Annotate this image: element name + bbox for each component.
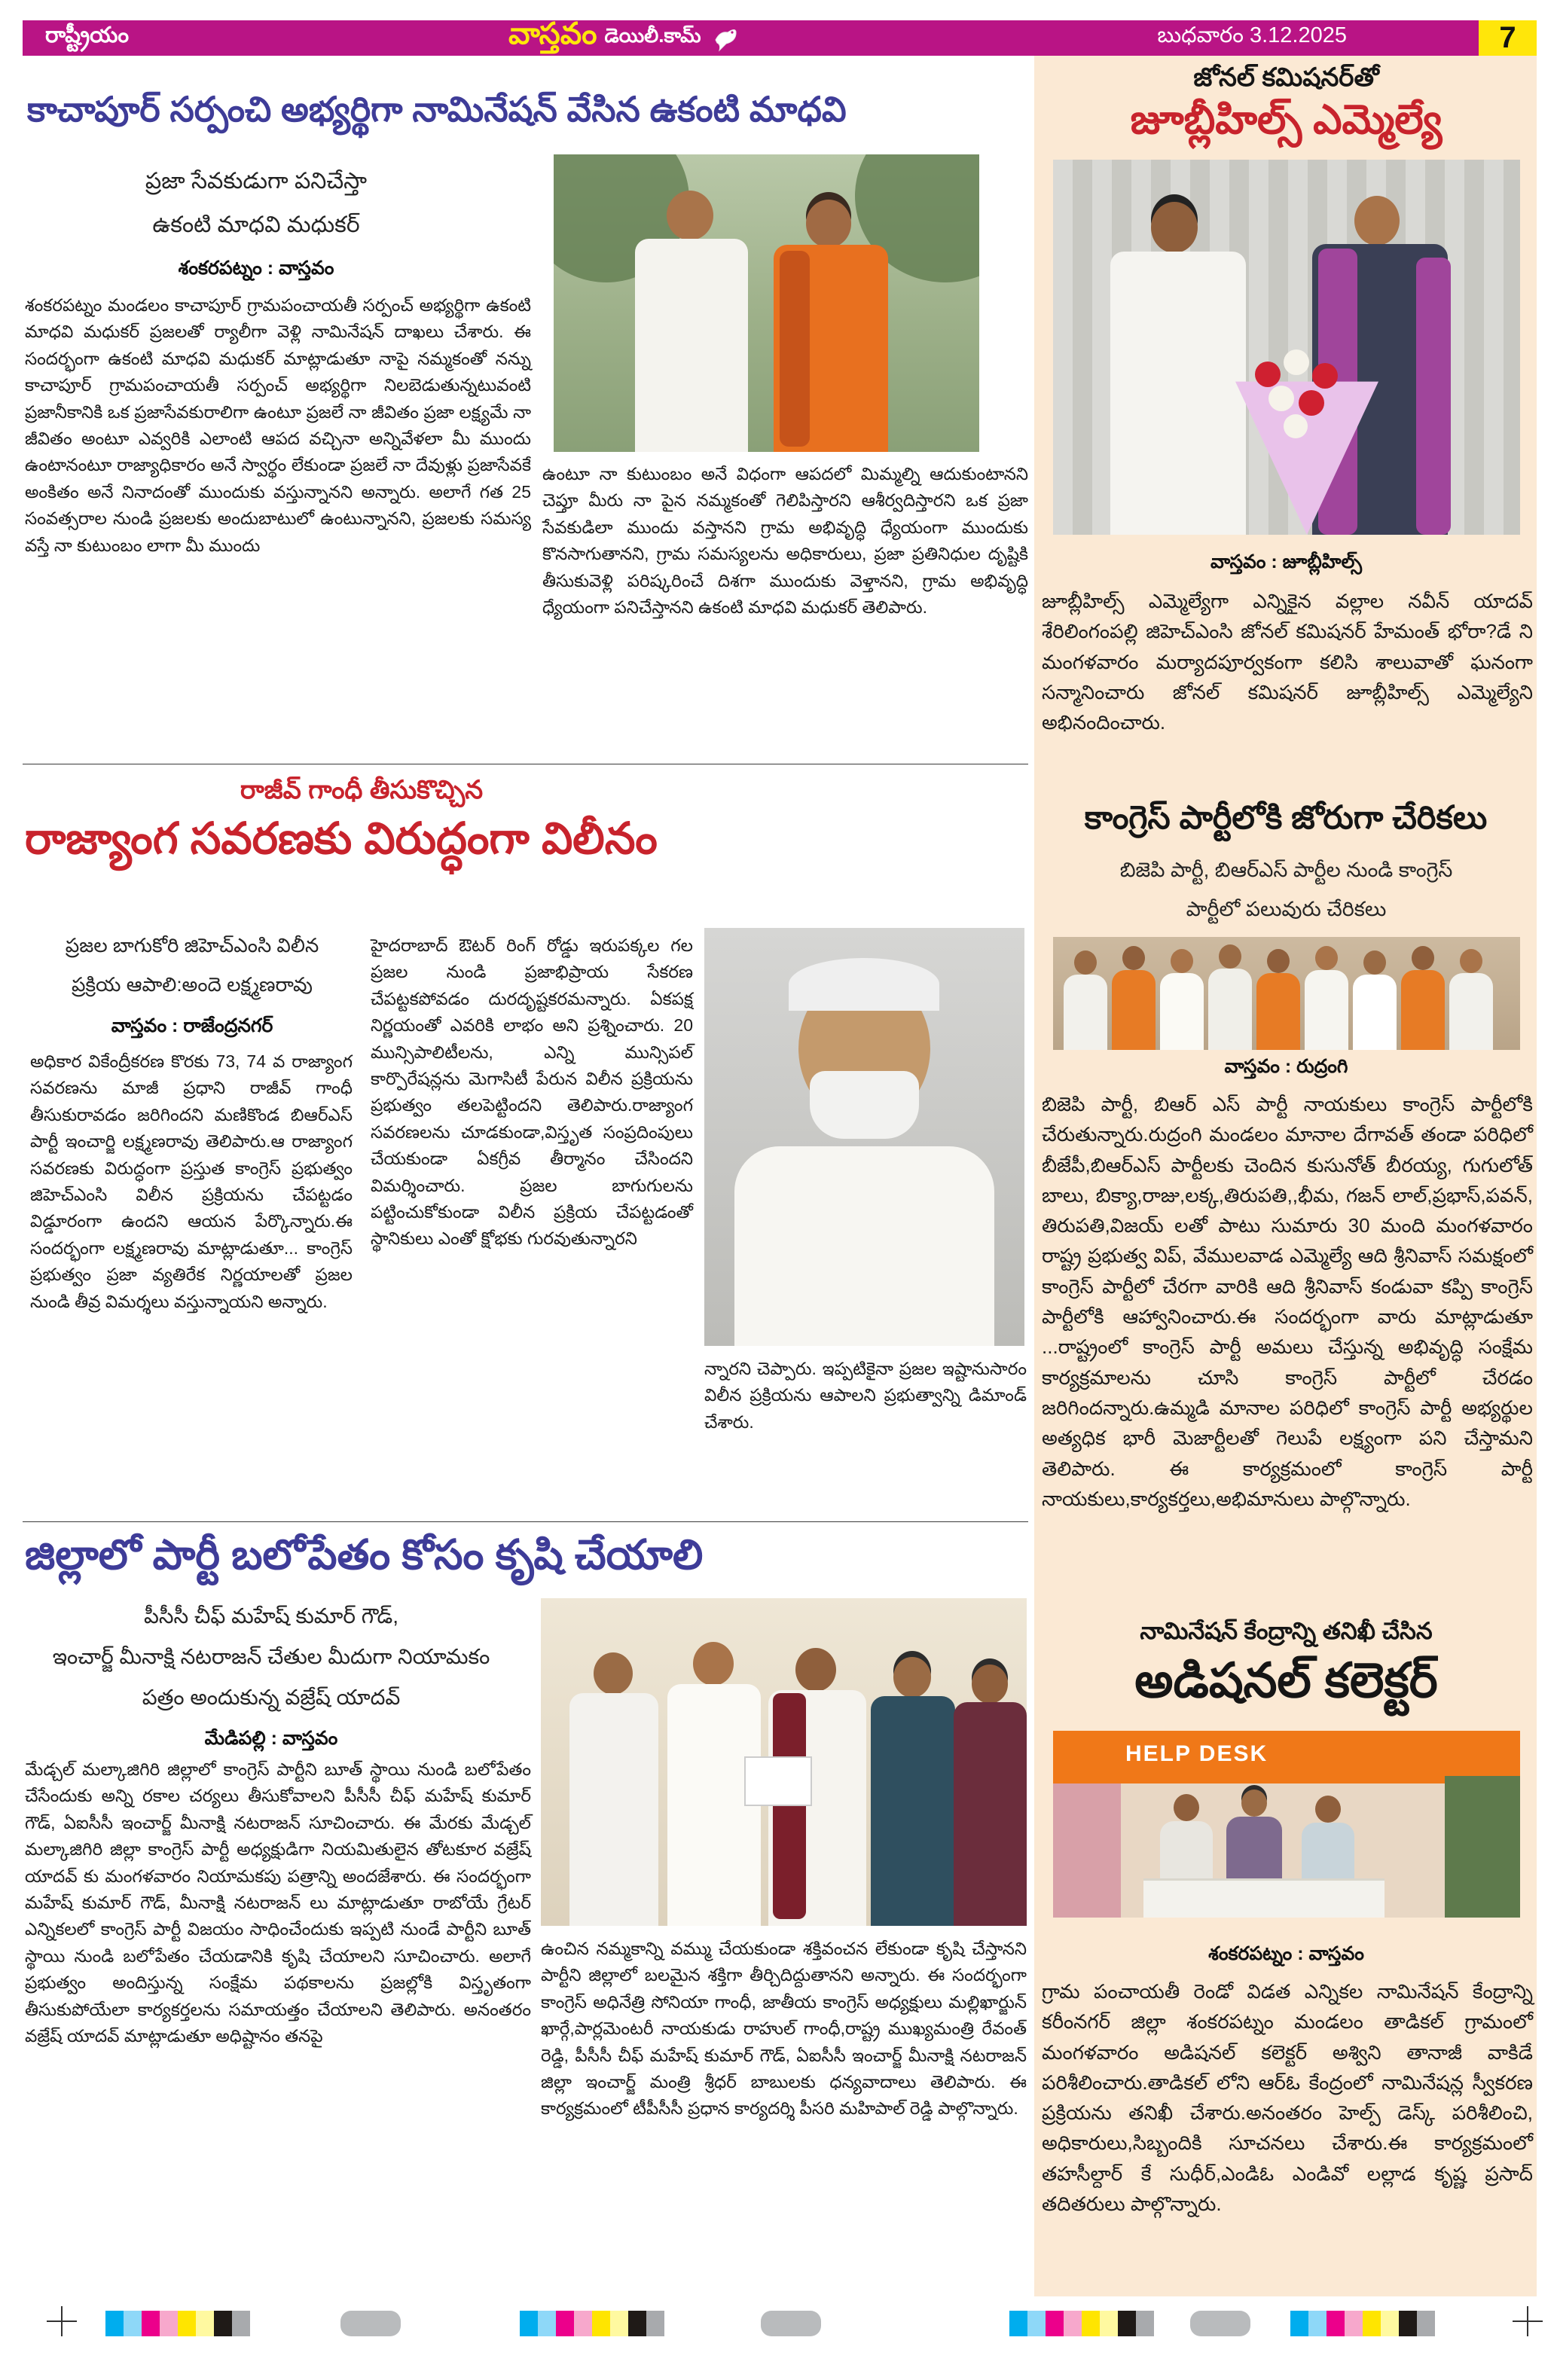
joinings-headline: కాంగ్రెస్ పార్టీలోకి జోరుగా చేరికలు: [1084, 800, 1488, 836]
man-white-shirt: [635, 239, 748, 452]
person: [1449, 973, 1493, 1050]
article2-body-column-3: న్నారని చెప్పారు. ఇప్పటికైనా ప్రజల ఇష్టానుసారం విలీన ప్రక్రియను ఆపాలని ప్రభుత్వాన్ని డిమాండ్ చేశారు.: [704, 1359, 1027, 1432]
masthead-bar: [23, 17, 1479, 56]
article3-dateline: మేడిపల్లి : వాస్తవం: [204, 1728, 338, 1749]
person-head: [1363, 950, 1386, 975]
article1-dateline: శంకరపట్నం : వాస్తవం: [178, 258, 334, 279]
article3-body-column-1: మేడ్చల్ మల్కాజిగిరి జిల్లాలో కాంగ్రెస్ పార్టీని బూత్ స్థాయి నుండి బలోపేతం చేసేందుకు అన్ని రకాల చర్యలు తీసుకోవాలని పీసీసీ చీఫ్ మహేష్ కుమార్ గౌడ్, ఏఐసీసీ ఇంచార్జ్ మీనాక్షి నటరాజన్ సూచించారు. ఈ మేరకు మేడ్చల్ మల్కాజిగిరి జిల్లా కాంగ్రెస్ పార్టీ అధ్యక్షుడిగా నియమితులైన తోటకూర వజ్రేష్ యాదవ్ కు మంగళవారం నియామకపు పత్రాన్ని అందజేశారు. ఈ సందర్భంగా మహేష్ కుమార్ గౌడ్, మీనాక్షి నటరాజన్ లు మాట్లాడుతూ రాబోయే గ్రేటర్ ఎన్నికలలో కాంగ్రెస్ పార్టీ విజయం సాధించేందుకు ఇప్పటి నుండే పార్టీని బూత్ స్థాయి నుండి బలోపేతం చేయడానికి కృషి చేయాలని సూచించారు. అలాగే ప్రభుత్వం అందిస్తున్న సంక్షేమ పథకాలను ప్రజల్లోకి విస్తృతంగా తీసుకుపోయేలా కార్యకర్తలను సమాయత్తం చేయాలని తెలిపారు. అనంతరం వజ్రేష్ యాదవ్ మాట్లాడుతూ అధిష్టానం తనపై: [25, 1759, 531, 2046]
person: [1353, 975, 1397, 1050]
joinings-subhead-1: బిజెపి పార్టీ, బిఆర్ఎస్ పార్టీల నుండి కాంగ్రెస్: [1119, 859, 1453, 881]
mla-article-dateline: వాస్తవం : జూబ్లీహిల్స్: [1210, 551, 1362, 572]
joinings-subhead-2: పార్టీలో పలువురు చేరికలు: [1186, 898, 1387, 920]
staff-head: [1315, 1796, 1341, 1823]
green-foliage: [1445, 1776, 1520, 1918]
person-saffron: [1401, 970, 1445, 1050]
registration-crosshair: [1513, 2306, 1543, 2336]
registration-colorbar: [105, 2311, 250, 2336]
daisy: [1284, 414, 1308, 438]
white-beard: [810, 1071, 919, 1139]
maroon-shawl: [773, 1693, 806, 1919]
registration-pill: [761, 2311, 821, 2336]
person-head: [1460, 949, 1482, 973]
article3-body-column-2: ఉంచిన నమ్మకాన్ని వమ్ము చేయకుండా శక్తివంచన లేకుండా కృషి చేస్తానని పార్టీని జిల్లాలో బలమైన శక్తిగా తీర్చిదిద్దుతానని అన్నారు. ఈ సందర్భంగా కాంగ్రెస్ అధినేత్రి సోనియా గాంధీ, జాతీయ కాంగ్రెస్ అధ్యక్షులు మల్లిఖార్జున్ ఖార్గే,పార్లమెంటరీ నాయకుడు రాహుల్ గాంధీ,రాష్ట్ర ముఖ్యమంత్రి రేవంత్ రెడ్డి, పీసీసీ చీఫ్ మహేష్ కుమార్ గౌడ్, ఏఐసీసీ ఇంచార్జ్ మీనాక్షి నటరాజన్ జిల్లా ఇంచార్జ్ మంత్రి శ్రీధర్ బాబులకు ధన్యవాదాలు తెలిపారు. ఈ కార్యక్రమంలో టీపీసీసీ ప్రధాన కార్యదర్శి పీసరి మహిపాల్ రెడ్డి పాల్గొన్నారు.: [541, 1939, 1027, 2119]
woman-head: [806, 200, 851, 248]
article1-body-column-1: శంకరపట్నం మండలం కాచాపూర్ గ్రామపంచాయతీ సర్పంచ్ అభ్యర్థిగా ఉకంటి మాధవి మధుకర్ ప్రజలతో ర్యాలీగా వెళ్లి నామినేషన్ దాఖలు చేశారు. ఈ సందర్భంగా ఉకంటి మాధవి మధుకర్ మాట్లాడుతూ నాపై నమ్మకంతో నన్ను కాచాపూర్ గ్రామపంచాయతీ సర్పంచ్ అభ్యర్థిగా నిలబెడుతున్నటువంటి ప్రజానీకానికి ఒక ప్రజాసేవకురాలిగా ఉంటూ ప్రజలే నా జీవితం ప్రజా లక్ష్యమే నా జీవితం అంటూ ఎవ్వరికి ఎలాంటి ఆపద వచ్చినా అన్నివేళలా మీ ముందు ఉంటానంటూ రాజ్యాధికారం అనే స్వార్థం లేకుండా ప్రజలే నా దేవుళ్లు ప్రజాసేవకే అంకితం అనే నినాదంతో ముందుకు వస్తున్నానని అన్నారు. అలాగే గత 25 సంవత్సరాల నుండి ప్రజలకు అందుబాటులో ఉంటున్నానని, ప్రజలకు సమస్య వస్తే నా కుటుంబం లాగా మీ ముందు: [25, 295, 531, 555]
helpdesk-banner-text: HELP DESK: [1125, 1741, 1268, 1766]
rose: [1312, 363, 1338, 389]
article3-subhead-2: ఇంచార్జ్ మీనాక్షి నటరాజన్ చేతుల మీదుగా నియామకం: [52, 1645, 490, 1668]
brand-name: వాస్తవం: [508, 17, 597, 50]
daisy: [1284, 349, 1309, 375]
photo-collector-helpdesk-inspection: [1053, 1731, 1520, 1918]
article1-subhead-2: ఉకంటి మాధవి మధుకర్: [152, 212, 360, 237]
rose: [1255, 362, 1281, 387]
pink-wall: [1053, 1783, 1121, 1918]
photo-congress-joinings-group: [1053, 937, 1520, 1050]
photo-appointment-letter-group: [541, 1598, 1027, 1926]
collector-dateline: శంకరపట్నం : వాస్తవం: [1208, 1943, 1364, 1964]
registration-crosshair: [47, 2306, 77, 2336]
photo-lakshman-rao-portrait: [704, 928, 1024, 1346]
article3-subhead-3: పత్రం అందుకున్న వజ్రేష్ యాదవ్: [142, 1686, 401, 1709]
collector-kicker: నామినేషన్ కేంద్రాన్ని తనిఖీ చేసిన: [1140, 1618, 1433, 1644]
collector-headline: అడిషనల్ కలెక్టర్: [1134, 1653, 1438, 1707]
article2-headline: రాజ్యాంగ సవరణకు విరుద్ధంగా విలీనం: [25, 814, 658, 863]
mla-article-headline: జూబ్లీహిల్స్ ఎమ్మెల్యే: [1130, 97, 1443, 142]
woman-head: [893, 1657, 931, 1698]
registration-colorbar: [1290, 2311, 1435, 2336]
person: [1305, 970, 1348, 1050]
mla-article-kicker: జోనల్ కమిషనర్‌తో: [1193, 63, 1379, 92]
person: [1208, 969, 1252, 1050]
article2-kicker: రాజీవ్ గాంధీ తీసుకొచ్చిన: [240, 776, 484, 804]
article2-subhead-2: ప్రక్రియ ఆపాలి:అందె లక్ష్మణరావు: [71, 973, 313, 996]
person-saffron: [1256, 973, 1300, 1050]
article-divider-rule: [23, 1521, 1028, 1522]
person-head: [1315, 946, 1338, 970]
white-shirt: [734, 1146, 994, 1346]
appointment-letter: [744, 1756, 812, 1806]
person-white-shirt: [569, 1693, 658, 1926]
article2-subhead-1: ప్రజల బాగుకోరి జిహెచ్ఎంసి విలీన: [65, 934, 319, 957]
official-head: [1174, 1794, 1199, 1821]
person-head: [594, 1652, 633, 1695]
white-hair: [789, 958, 939, 1011]
article1-headline: కాచాపూర్ సర్పంచి అభ్యర్థిగా నామినేషన్ వేసిన ఉకంటి మాధవి: [27, 90, 847, 129]
commissioner-head: [1354, 196, 1400, 246]
joinings-dateline: వాస్తవం : రుద్రంగి: [1224, 1056, 1348, 1077]
person-head: [1122, 946, 1145, 970]
person: [1064, 975, 1107, 1050]
person-head: [795, 1648, 836, 1692]
person-head: [1412, 946, 1434, 970]
purple-shawl: [1416, 258, 1451, 535]
mla-white-shirt: [1110, 252, 1246, 535]
article2-body-column-2: హైదరాబాద్ ఔటర్ రింగ్ రోడ్డు ఇరుపక్కల గల ప్రజల నుండి ప్రజాభిప్రాయ సేకరణ చేపట్టకపోవడం దురదృష్టకరమన్నారు. ఏకపక్ష నిర్ణయంతో ఎవరికి లాభం అని ప్రశ్నించారు. 20 మున్సిపాలిటీలను, ఎన్ని మున్సిపల్ కార్పొరేషన్లను మెగాసిటీ పేరున విలీన ప్రక్రియను ప్రభుత్వం తలపెట్టిందని తెలిపారు.రాజ్యాంగ సవరణలను చూడకుండా,విస్తృత సంప్రదింపులు చేయకుండా ఏకగ్రీవ తీర్మానం చేసిందని విమర్శించారు. ప్రజల బాగుగులను పట్టించుకోకుండా విలీన ప్రక్రియ చేపట్టడంతో స్థానికులు ఎంతో క్షోభకు గురవుతున్నారని: [371, 935, 693, 1249]
saree-drape: [780, 251, 810, 447]
page-number-badge: 7: [1479, 20, 1537, 56]
helpdesk-table: [1143, 1878, 1385, 1918]
registration-pill: [1190, 2311, 1250, 2336]
mla-article-body: జూబ్లీహిల్స్ ఎమ్మెల్యేగా ఎన్నికైన వల్లాల నవీన్ యాదవ్ శేరిలింగంపల్లి జిహెచ్ఎంసి జోనల్ కమిషనర్ హేమంత్ భోరా?డే ని మంగళవారం మర్యాదపూర్వకంగా కలిసి శాలువాతో ఘనంగా సన్మానించారు జోనల్ కమిషనర్ జూబ్లీహిల్స్ ఎమ్మెల్యేని అభినందించారు.: [1042, 590, 1533, 734]
person-head: [693, 1642, 734, 1686]
brand-suffix: డెయిలీ.కామ్: [604, 24, 701, 47]
collector-head: [1241, 1790, 1267, 1817]
collector-body: గ్రామ పంచాయతీ రెండో విడత ఎన్నికల నామినేషన్ కేంద్రాన్ని కరీంనగర్ జిల్లా శంకరపట్నం మండలం తాడికల్ గ్రామంలో మంగళవారం అడిషనల్ కలెక్టర్ అశ్విని తానాజీ వాకిడే పరిశీలించారు.తాడికల్ లోని ఆర్ఓ కేంద్రంలో నామినేషన్ల స్వీకరణ ప్రక్రియను తనిఖీ చేశారు.అనంతరం హెల్ప్ డెస్క్ పరిశీలించి, అధికారులు,సిబ్బందికి సూచనలు చేశారు.ఈ కార్యక్రమంలో తహసీల్దార్ కే సుధీర్,ఎండిఓ ఎండివో లల్లాడ కృష్ణ ప్రసాద్ తదితరులు పాల్గొన్నారు.: [1042, 1980, 1533, 2216]
joinings-body: బిజెపి పార్టీ, బిఆర్ ఎస్ పార్టీ నాయకులు కాంగ్రెస్ పార్టీలోకి చేరుతున్నారు.రుద్రంగి మండలం మానాల దేగావత్ తండా పరిధిలో బీజేపీ,బిఆర్ఎస్ పార్టీలకు చెందిన కుసునోత్ బీరయ్య, గుగులోత్ బాలు, బిక్యా,రాజు,లక్క,తిరుపతి,,భీమ, గజన్ లాల్,ప్రభాస్,పవన్, తిరుపతి,విజయ్ లతో పాటు సుమారు 30 మంది మంగళవారం రాష్ట్ర ప్రభుత్వ విప్, వేములవాడ ఎమ్మెల్యే ఆది శ్రీనివాస్ సమక్షంలో కాంగ్రెస్ పార్టీలో చేరగా వారికి ఆది శ్రీనివాస్ కండువా కప్పి కాంగ్రెస్ పార్టీలోకి ఆహ్వానించారు.ఈ సందర్భంగా వారు మాట్లాడుతూ ...రాష్ట్రంలో కాంగ్రెస్ పార్టీ అమలు చేస్తున్న అభివృద్ధి సంక్షేమ కార్యక్రమాలను చూసి కాంగ్రెస్ పార్టీలో చేరడం జరిగిందన్నారు.ఉమ్మడి మానాల పరిధిలో కాంగ్రెస్ పార్టీ అభ్యర్థుల అత్యధిక భారీ మెజార్టీలతో గెలుపే లక్ష్యంగా పని చేస్తామని తెలిపారు. ఈ కార్యక్రమంలో కాంగ్రెస్ పార్టీ నాయకులు,కార్యకర్తలు,అభిమానులు పాల్గొన్నారు.: [1042, 1093, 1533, 1510]
registration-colorbar: [520, 2311, 664, 2336]
article2-dateline: వాస్తవం : రాజేంద్రనగర్: [111, 1015, 273, 1036]
article1-body-column-2: ఉంటూ నా కుటుంబం అనే విధంగా ఆపదలో మిమ్మల్ని ఆదుకుంటానని చెప్తూ మీరు నా పైన నమ్మకంతో గెలిపిస్తారని ఆశీర్వదిస్తారని ఒక ప్రజా సేవకుడిలా ముందు వస్తానని గ్రామ అభివృద్ధి ధ్యేయంగా ముందుకు కొనసాగుతానని, గ్రామ సమస్యలను అధికారులు, ప్రజా ప్రతినిధుల దృష్టికి తీసుకువెళ్లి పరిష్కరించే దిశగా ముందుకు వెళ్తానని, గ్రామ అభివృద్ధి ధ్యేయంగా పనిచేస్తానని ఉకంటి మాధవి మధుకర్ తెలిపారు.: [542, 464, 1028, 618]
person-head: [1267, 949, 1290, 973]
article3-subhead-1: పీసీసీ చీఫ్ మహేష్ కుమార్ గౌడ్,: [143, 1604, 399, 1628]
photo-sarpanch-candidate-couple: [554, 154, 979, 452]
woman-dark-saree: [871, 1696, 955, 1926]
mla-head: [1151, 202, 1198, 253]
article2-body-column-1: అధికార వికేంద్రీకరణ కొరకు 73, 74 వ రాజ్యాంగ సవరణను మాజీ ప్రధాని రాజీవ్ గాంధీ తీసుకురావడం జరిగిందని మణికొండ బిఆర్ఎస్ పార్టీ ఇంచార్జి లక్ష్మణరావు తెలిపారు.ఆ రాజ్యాంగ సవరణకు విరుద్ధంగా ప్రస్తుత కాంగ్రెస్ ప్రభుత్వం జిహెచ్ఎంసి విలీన ప్రక్రియను చేపట్టడం విడ్డూరంగా ఉందని ఆయన పేర్కొన్నారు.ఈ సందర్భంగా లక్ష్మణరావు మాట్లాడుతూ... కాంగ్రెస్ ప్రభుత్వం ప్రజా వ్యతిరేక నిర్ణయాలతో ప్రజల నుండి తీవ్ర విమర్శలు వస్తున్నాయని అన్నారు.: [30, 1051, 353, 1311]
person-head: [1219, 944, 1241, 969]
person-saffron: [1112, 970, 1156, 1050]
rose: [1299, 390, 1324, 416]
person-head: [1074, 950, 1097, 975]
article3-headline: జిల్లాలో పార్టీ బలోపేతం కోసం కృషి చేయాలి: [25, 1531, 704, 1578]
woman-head: [972, 1664, 1008, 1704]
man-head: [667, 191, 713, 240]
daisy: [1268, 386, 1294, 411]
person-head: [1171, 949, 1193, 973]
registration-colorbar: [1009, 2311, 1154, 2336]
woman-maroon-saree: [954, 1702, 1027, 1926]
article1-subhead-1: ప్రజా సేవకుడుగా పనిచేస్తా: [145, 169, 368, 194]
masthead-brand: [508, 17, 740, 56]
section-label: రాష్ట్రీయం: [45, 23, 130, 47]
photo-mla-zonal-commissioner: [1053, 160, 1520, 535]
registration-pill: [340, 2311, 401, 2336]
bird-logo-icon: [709, 23, 740, 53]
masthead-date: బుధవారం 3.12.2025: [1157, 23, 1347, 47]
person: [1160, 973, 1204, 1050]
